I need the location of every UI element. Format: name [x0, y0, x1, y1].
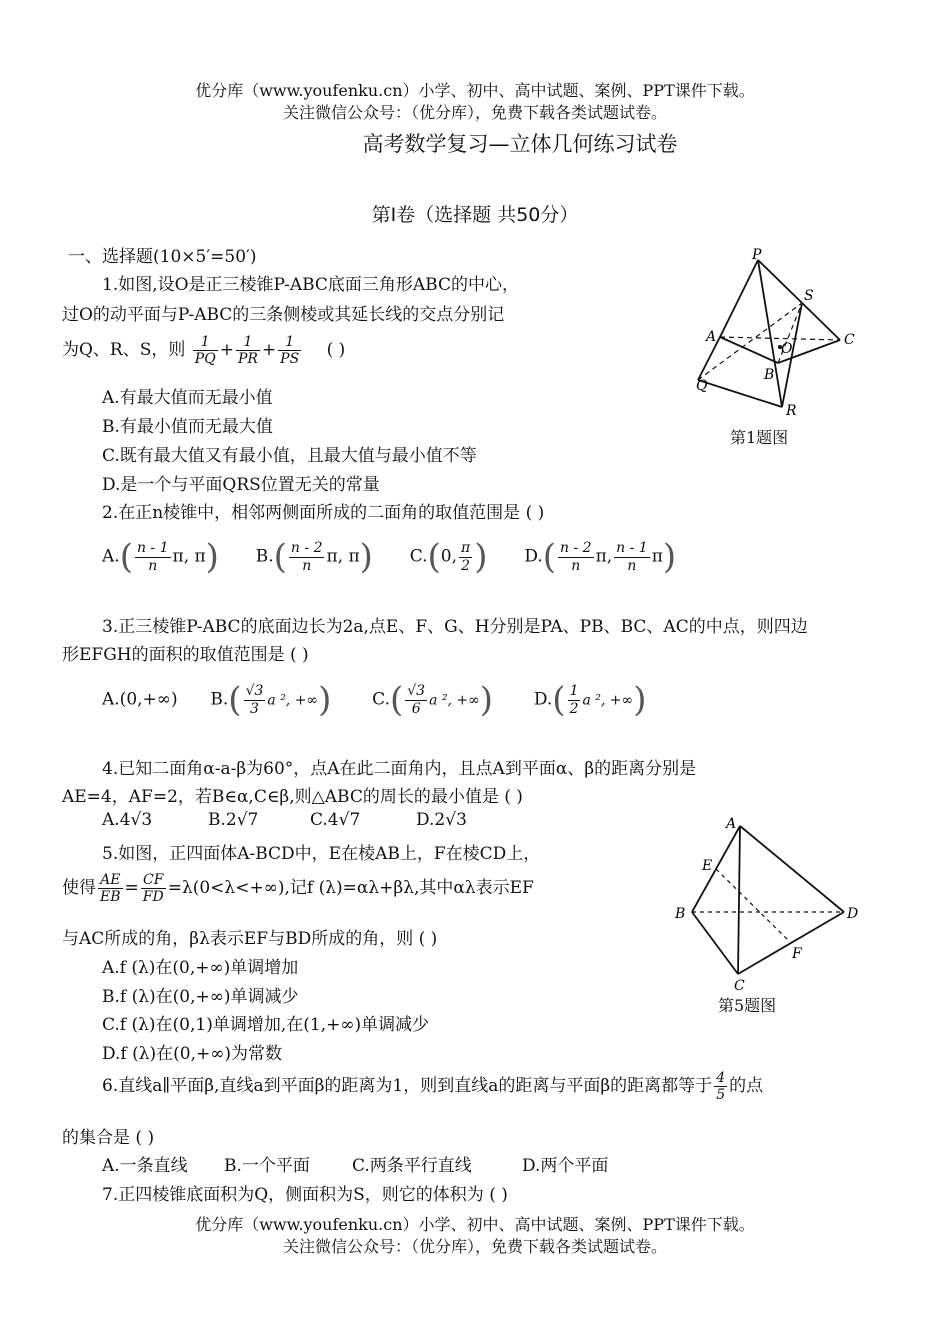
edge-ad	[740, 826, 844, 912]
q1-option-c: C.既有最大值又有最小值，且最大值与最小值不等	[102, 446, 477, 466]
q4-line-1: 4.已知二面角α-a-β为60°，点A在此二面角内，且点A到平面α、β的距离分别是	[102, 759, 697, 779]
q1-line-2: 过O的动平面与P-ABC的三条侧棱或其延长线的交点分别记	[62, 305, 505, 325]
q2-d-tail: π	[651, 546, 663, 567]
label-b: B	[675, 906, 686, 922]
edge-cd	[738, 912, 844, 974]
q3-b-open-paren: (	[228, 680, 242, 720]
q6-option-c: C.两条平行直线	[352, 1156, 472, 1176]
q5-tetrahedron-figure	[672, 812, 872, 992]
q2-d-num2: n - 1	[616, 540, 648, 557]
q2-d-close-paren: )	[662, 537, 677, 577]
q5-f1-den: EB	[100, 889, 121, 906]
q6-option-a: A.一条直线	[102, 1156, 188, 1176]
q6-fraction	[714, 1070, 727, 1103]
q4-option-a: A.4√3	[102, 810, 153, 830]
label-a: A	[726, 816, 737, 832]
q5-f2-den: FD	[142, 889, 164, 906]
q2-options	[102, 537, 677, 577]
q6-f-num: 4	[716, 1070, 726, 1086]
q5-f1-num: AE	[98, 872, 123, 889]
q2-b-open-paren: (	[273, 537, 287, 577]
q2-option-c-label: C.	[409, 546, 428, 567]
q2-option-d-label: D.	[524, 546, 543, 567]
q5-equals: =	[124, 878, 139, 899]
q5-option-c: C.f (λ)在(0,1)单调增加,在(1,+∞)单调减少	[102, 1015, 430, 1035]
q1-f2-num: 1	[236, 334, 260, 351]
q6-option-b: B.一个平面	[224, 1156, 310, 1176]
q5-figure-caption: 第5题图	[718, 996, 777, 1015]
q1-fraction-ps	[278, 334, 301, 367]
segment-ef-dashed	[716, 869, 790, 942]
q2-d-open-paren: (	[542, 537, 557, 577]
q3-c-tail: a ², +∞	[429, 692, 480, 709]
label-e: E	[702, 858, 713, 874]
q3-c-close-paren: )	[479, 680, 494, 720]
q1-line-3: 为Q、R、S，则 $\frac{1}{PQ}$ + $\frac{1}{PR}$ + $\frac{1}{PS}$ ( )	[62, 334, 346, 368]
q2-c-close-paren: )	[474, 537, 488, 577]
q4-line-2: AE=4，AF=2，若B∈α,C∈β,则△ABC的周长的最小值是 ( )	[62, 787, 523, 807]
q2-stem: 2.在正n棱锥中，相邻两侧面所成的二面角的取值范围是 ( )	[102, 503, 545, 523]
line-qr	[698, 380, 782, 407]
q5-line-1: 5.如图，正四面体A-BCD中，E在棱AB上，F在棱CD上，	[102, 844, 541, 864]
q1-f3-num: 1	[278, 334, 301, 351]
q5-line-2-prefix: 使得	[62, 878, 96, 899]
label-s: S	[804, 288, 814, 304]
edge-pa	[720, 260, 758, 337]
q6-f-den: 5	[716, 1087, 726, 1104]
q2-option-b-label: B.	[255, 546, 274, 567]
label-f: F	[792, 946, 802, 962]
q1-fraction-pr	[236, 334, 260, 367]
q2-d-frac2	[614, 540, 650, 573]
q2-b-close-paren: )	[359, 537, 373, 577]
q1-figure-caption: 第1题图	[730, 428, 789, 447]
q1-option-b: B.有最小值而无最大值	[102, 417, 273, 437]
q2-a-frac	[135, 540, 171, 573]
q3-b-num: √3	[245, 683, 264, 700]
q6-line-1-text: 6.直线a∥平面β,直线a到平面β的距离为1，则到直线a的距离与平面β的距离都等于	[102, 1076, 713, 1097]
label-r: R	[786, 403, 797, 419]
q3-c-den: 6	[411, 700, 421, 717]
q6-option-d: D.两个平面	[522, 1156, 609, 1176]
edge-ac	[738, 826, 740, 974]
q4-option-b: B.2√7	[208, 810, 259, 830]
q5-line-2-suffix: =λ(0<λ<+∞),记f (λ)=αλ+βλ,其中αλ表示EF	[167, 878, 534, 899]
q3-line-2: 形EFGH的面积的取值范围是 ( )	[62, 645, 309, 665]
q3-d-open-paren: (	[552, 680, 566, 720]
q2-a-den: n	[148, 557, 158, 574]
label-o: O	[781, 341, 793, 357]
q1-line-1: 1.如图,设O是正三棱锥P-ABC底面三角形ABC的中心，	[102, 275, 519, 295]
q5-option-b: B.f (λ)在(0,+∞)单调减少	[102, 987, 299, 1007]
label-p: P	[752, 247, 762, 263]
q1-f3-den: PS	[280, 351, 300, 368]
q5-option-a: A.f (λ)在(0,+∞)单调增加	[102, 958, 299, 978]
header-line-1: 优分库（www.youfenku.cn）小学、初中、高中试题、案例、PPT课件下载。	[195, 81, 755, 100]
q2-a-open-paren: (	[119, 537, 133, 577]
q2-b-num: n - 2	[290, 540, 323, 557]
q3-line-1: 3.正三棱锥P-ABC的底面边长为2a,点E、F、G、H分别是PA、PB、BC、AC的中点，则四边	[102, 617, 808, 637]
q5-f2-num: CF	[141, 872, 166, 889]
q3-d-close-paren: )	[633, 680, 647, 720]
q2-a-close-paren: )	[205, 537, 219, 577]
q2-b-frac	[289, 540, 325, 573]
q1-f2-den: PR	[237, 351, 258, 368]
q3-option-c-label: C.	[372, 689, 390, 710]
q6-line-1	[102, 1070, 763, 1103]
q1-f1-num: 1	[193, 334, 218, 351]
footer-line-2: 关注微信公众号：（优分库），免费下载各类试题试卷。	[282, 1237, 667, 1256]
q2-b-tail: π, π	[326, 546, 360, 567]
label-d: D	[847, 906, 859, 922]
q3-option-a: A.(0,+∞)	[102, 689, 178, 710]
q5-line-3: 与AC所成的角，βλ表示EF与BD所成的角，则 ( )	[62, 929, 438, 949]
edge-bc	[692, 912, 738, 974]
q2-a-num: n - 1	[136, 540, 169, 557]
q3-options	[102, 680, 647, 720]
q2-c-frac	[459, 540, 472, 573]
q3-d-frac	[568, 683, 581, 716]
q2-a-tail: π, π	[172, 546, 206, 567]
q3-c-frac	[405, 683, 427, 716]
q4-option-d: D.2√3	[416, 810, 467, 830]
q2-c-zero: 0,	[440, 546, 458, 567]
q2-c-open-paren: (	[427, 537, 441, 577]
edge-ab	[720, 337, 778, 363]
q3-d-den: 2	[569, 700, 579, 717]
q3-option-b-label: B.	[210, 689, 229, 710]
label-a: A	[706, 329, 717, 345]
footer-line-1: 优分库（www.youfenku.cn）小学、初中、高中试题、案例、PPT课件下载。	[195, 1215, 755, 1234]
q3-d-tail: a ², +∞	[582, 692, 634, 709]
q6-line-1-suffix: 的点	[729, 1076, 764, 1097]
q1-answer-blank: ( )	[326, 340, 346, 361]
q2-option-a-label: A.	[102, 546, 120, 567]
q2-d-mid: π,	[595, 546, 613, 567]
q1-pyramid-figure	[680, 245, 880, 425]
label-c: C	[844, 332, 855, 348]
q3-b-tail: a ², +∞	[267, 692, 319, 709]
q7-stem: 7.正四棱锥底面积为Q，侧面积为S，则它的体积为 ( )	[102, 1185, 508, 1205]
q5-line-2	[62, 872, 534, 905]
edge-pr	[758, 260, 782, 407]
q2-c-num: π	[461, 540, 471, 557]
q6-line-2: 的集合是 ( )	[62, 1128, 155, 1148]
label-q: Q	[696, 378, 708, 394]
q2-d-den2: n	[627, 557, 637, 574]
header-line-2: 关注微信公众号：（优分库），免费下载各类试题试卷。	[282, 103, 667, 122]
q3-c-num: √3	[407, 683, 426, 700]
q3-option-d-label: D.	[533, 689, 553, 710]
section-subtitle: 第Ⅰ卷（选择题 共50分）	[371, 204, 579, 226]
edge-ac-dashed	[720, 337, 840, 340]
q5-option-d: D.f (λ)在(0,+∞)为常数	[102, 1044, 283, 1064]
label-c: C	[734, 978, 745, 992]
q1-line-3-text: 为Q、R、S，则	[62, 340, 186, 361]
section-heading: 一、选择题(10×5′=50′)	[68, 247, 257, 267]
q2-d-den1: n	[571, 557, 581, 574]
edge-pc	[758, 260, 840, 340]
q1-f1-den: PQ	[194, 351, 216, 368]
page-title: 高考数学复习—立体几何练习试卷	[362, 132, 678, 156]
label-b: B	[764, 367, 775, 383]
q1-option-a: A.有最大值而无最小值	[102, 388, 273, 408]
q1-option-d: D.是一个与平面QRS位置无关的常量	[102, 475, 380, 495]
q3-c-open-paren: (	[389, 680, 404, 720]
q3-b-den: 3	[250, 700, 259, 717]
q3-b-frac	[244, 683, 266, 716]
q1-fraction-pq	[193, 334, 218, 367]
q4-option-c: C.4√7	[310, 810, 361, 830]
q2-d-frac1	[558, 540, 594, 573]
q3-b-close-paren: )	[318, 680, 332, 720]
q2-c-den: 2	[461, 557, 471, 574]
q5-fraction-ae-eb	[98, 872, 123, 905]
q2-d-num1: n - 2	[560, 540, 592, 557]
q5-fraction-cf-fd	[141, 872, 166, 905]
q3-d-num: 1	[569, 683, 579, 700]
q2-b-den: n	[302, 557, 312, 574]
